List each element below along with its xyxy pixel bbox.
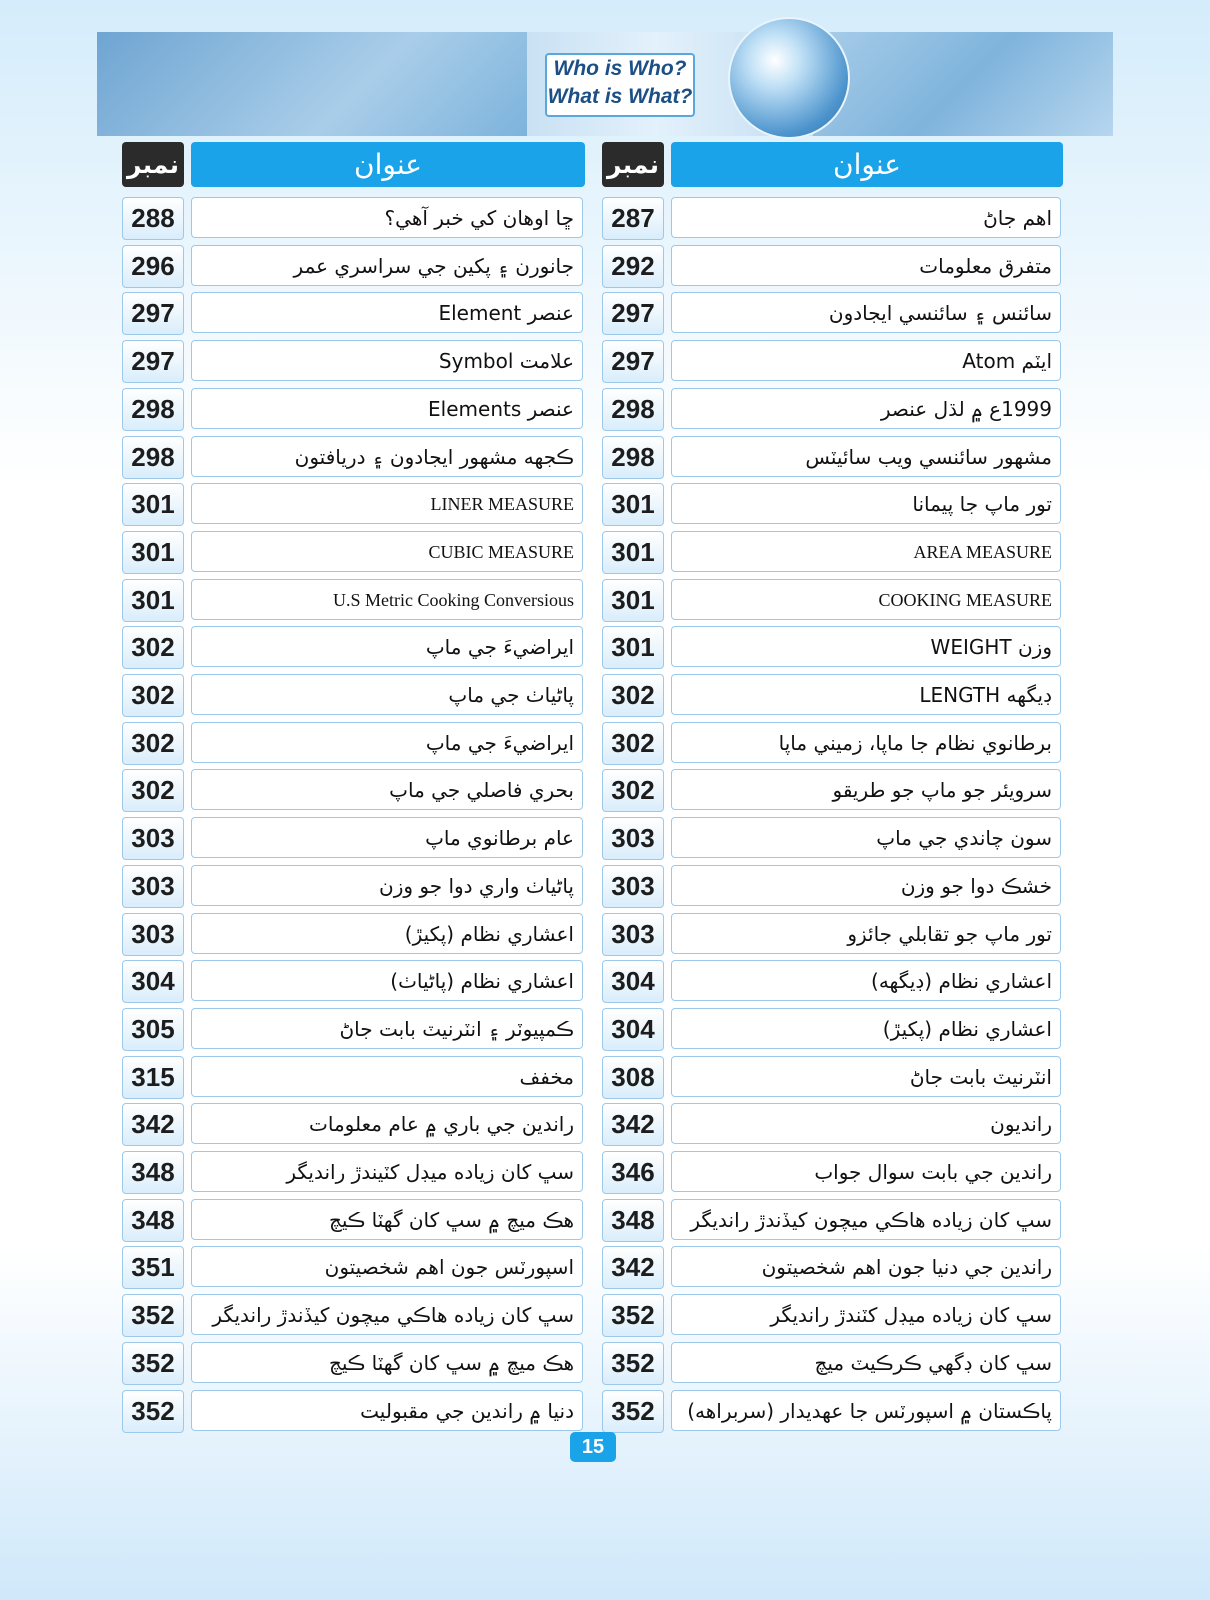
page-number: 15 [570,1432,616,1462]
row-title: برطانوي نظام جا ماپا، زميني ماپا [671,722,1061,763]
who-is-who-label [545,53,695,117]
row-title: ايراضيءَ جي ماپ [191,722,583,763]
globe-icon [728,17,850,139]
table-row [602,197,1063,240]
table-row [122,865,585,908]
row-page-number: 303 [122,913,184,956]
table-row [122,1342,585,1385]
row-page-number: 298 [122,436,184,479]
row-page-number: 297 [602,340,664,383]
table-row [122,1246,585,1289]
row-title: سڀ کان زياده ميڊل کٽيندڙ رانديگر [191,1151,583,1192]
row-title: اعشاري نظام (پاڻياٺ) [191,960,583,1001]
table-row [122,1103,585,1146]
row-page-number: 301 [122,483,184,526]
table-row [602,817,1063,860]
table-row [602,960,1063,1003]
banner-photo-collage-right [813,32,1113,136]
row-title: AREA MEASURE [671,531,1061,572]
row-title: پاڻياٺ واري دوا جو وزن [191,865,583,906]
row-title: عنصر Elements [191,388,583,429]
row-title: راندين جي بابت سوال جواب [671,1151,1061,1192]
table-row [122,436,585,479]
row-page-number: 346 [602,1151,664,1194]
row-page-number: 298 [122,388,184,431]
table-row [602,388,1063,431]
row-page-number: 297 [602,292,664,335]
row-page-number: 305 [122,1008,184,1051]
row-page-number: 303 [122,817,184,860]
row-title: وزن WEIGHT [671,626,1061,667]
table-row [122,722,585,765]
table-row [602,531,1063,574]
row-page-number: 352 [122,1294,184,1337]
row-page-number: 301 [602,626,664,669]
row-page-number: 301 [602,483,664,526]
row-page-number: 302 [602,722,664,765]
header-line-2: What is What? [547,85,693,108]
row-page-number: 352 [602,1342,664,1385]
row-page-number: 302 [122,674,184,717]
row-title: مخفف [191,1056,583,1097]
row-page-number: 301 [602,579,664,622]
row-title: پاڻياٺ جي ماپ [191,674,583,715]
row-page-number: 352 [602,1294,664,1337]
row-title: مشهور سائنسي ويب سائيٽس [671,436,1061,477]
table-row [602,1342,1063,1385]
table-row [122,1008,585,1051]
row-page-number: 315 [122,1056,184,1099]
table-row [122,817,585,860]
row-title: ڇا اوهان کي خبر آهي؟ [191,197,583,238]
table-row [602,1008,1063,1051]
table-row [122,579,585,622]
row-title: جانورن ۽ پکين جي سراسري عمر [191,245,583,286]
table-row [122,1390,585,1433]
row-page-number: 304 [602,960,664,1003]
table-row [122,960,585,1003]
row-title: خشڪ دوا جو وزن [671,865,1061,906]
header-number: نمبر [122,142,184,187]
row-title: سڀ کان زياده ميڊل کٽندڙ رانديگر [671,1294,1061,1335]
table-row [122,674,585,717]
row-title: عام برطانوي ماپ [191,817,583,858]
row-page-number: 303 [602,865,664,908]
table-row [122,1151,585,1194]
banner-photo-collage-left [97,32,527,136]
row-page-number: 352 [122,1342,184,1385]
row-page-number: 304 [122,960,184,1003]
table-row [602,722,1063,765]
row-title: ڪجهه مشهور ايجادون ۽ دريافتون [191,436,583,477]
table-row [122,245,585,288]
table-row [602,626,1063,669]
row-page-number: 292 [602,245,664,288]
row-page-number: 301 [602,531,664,574]
table-row [602,1103,1063,1146]
row-page-number: 301 [122,531,184,574]
row-title: اعشاري نظام (پکيڙ) [191,913,583,954]
row-title: انٽرنيٽ بابت جاڻ [671,1056,1061,1097]
row-page-number: 302 [122,626,184,669]
table-row [122,1294,585,1337]
row-page-number: 297 [122,292,184,335]
row-title: پاڪستان ۾ اسپورٽس جا عهديدار (سربراهه) [671,1390,1061,1431]
row-page-number: 296 [122,245,184,288]
table-row [602,1151,1063,1194]
table-row [602,292,1063,335]
table-row [602,674,1063,717]
table-row [602,769,1063,812]
row-title: LINER MEASURE [191,483,583,524]
row-page-number: 303 [602,913,664,956]
row-title: تور ماپ جا پيمانا [671,483,1061,524]
row-page-number: 287 [602,197,664,240]
header-line-1: Who is Who? [553,57,687,80]
row-title: سرويئر جو ماپ جو طريقو [671,769,1061,810]
row-title: هڪ ميچ ۾ سڀ کان گهٽا ڪيچ [191,1199,583,1240]
row-title: اسپورٽس جون اهم شخصيتون [191,1246,583,1287]
row-title: رانديون [671,1103,1061,1144]
table-row [122,483,585,526]
row-title: 1999ع ۾ لڌل عنصر [671,388,1061,429]
row-page-number: 352 [602,1390,664,1433]
table-row [602,483,1063,526]
row-page-number: 342 [602,1246,664,1289]
row-title: راندين جي باري ۾ عام معلومات [191,1103,583,1144]
row-page-number: 298 [602,388,664,431]
row-title: راندين جي دنيا جون اهم شخصيتون [671,1246,1061,1287]
table-row [602,245,1063,288]
table-row [602,1199,1063,1242]
row-page-number: 302 [122,769,184,812]
row-page-number: 304 [602,1008,664,1051]
row-title: اعشاري نظام (ڊيگهه) [671,960,1061,1001]
row-title: ڊيگهه LENGTH [671,674,1061,715]
table-row [122,340,585,383]
row-title: سڀ کان زياده هاڪي ميچون کيڏندڙ رانديگر [671,1199,1061,1240]
table-row [602,579,1063,622]
row-title: ايراضيءَ جي ماپ [191,626,583,667]
row-page-number: 302 [602,769,664,812]
row-title: متفرق معلومات [671,245,1061,286]
row-page-number: 348 [602,1199,664,1242]
table-row [122,531,585,574]
table-row [122,1199,585,1242]
row-page-number: 348 [122,1199,184,1242]
row-title: U.S Metric Cooking Conversious [191,579,583,620]
row-page-number: 301 [122,579,184,622]
row-title: COOKING MEASURE [671,579,1061,620]
header-number: نمبر [602,142,664,187]
row-page-number: 348 [122,1151,184,1194]
row-page-number: 342 [602,1103,664,1146]
table-row [602,436,1063,479]
table-row [602,1390,1063,1433]
row-title: تور ماپ جو تقابلي جائزو [671,913,1061,954]
row-title: ڪمپيوٽر ۽ انٽرنيٽ بابت جاڻ [191,1008,583,1049]
row-title: CUBIC MEASURE [191,531,583,572]
row-title: عنصر Element [191,292,583,333]
row-title: علامت Symbol [191,340,583,381]
table-row [122,769,585,812]
row-page-number: 302 [122,722,184,765]
row-title: سائنس ۽ سائنسي ايجادون [671,292,1061,333]
table-row [602,913,1063,956]
row-title: دنيا ۾ راندين جي مقبوليت [191,1390,583,1431]
row-title: سڀ کان زياده هاڪي ميچون کيڏندڙ رانديگر [191,1294,583,1335]
row-page-number: 308 [602,1056,664,1099]
header-title: عنوان [671,142,1063,187]
row-title: اعشاري نظام (پکيڙ) [671,1008,1061,1049]
table-row [122,292,585,335]
row-page-number: 352 [122,1390,184,1433]
row-title: اهم جاڻ [671,197,1061,238]
row-page-number: 303 [122,865,184,908]
table-row [602,340,1063,383]
table-row [122,388,585,431]
table-row [122,913,585,956]
row-page-number: 342 [122,1103,184,1146]
row-title: سون چاندي جي ماپ [671,817,1061,858]
row-page-number: 351 [122,1246,184,1289]
row-page-number: 303 [602,817,664,860]
row-page-number: 297 [122,340,184,383]
table-row [122,197,585,240]
table-row [122,1056,585,1099]
table-row [602,1056,1063,1099]
row-title: ايٽم Atom [671,340,1061,381]
table-row [602,1294,1063,1337]
header-title: عنوان [191,142,585,187]
row-title: بحري فاصلي جي ماپ [191,769,583,810]
row-title: هڪ ميچ ۾ سڀ کان گهٽا ڪيچ [191,1342,583,1383]
row-title: سڀ کان ڊگهي ڪرڪيٽ ميچ [671,1342,1061,1383]
row-page-number: 288 [122,197,184,240]
table-row [602,865,1063,908]
row-page-number: 302 [602,674,664,717]
row-page-number: 298 [602,436,664,479]
table-row [602,1246,1063,1289]
table-row [122,626,585,669]
